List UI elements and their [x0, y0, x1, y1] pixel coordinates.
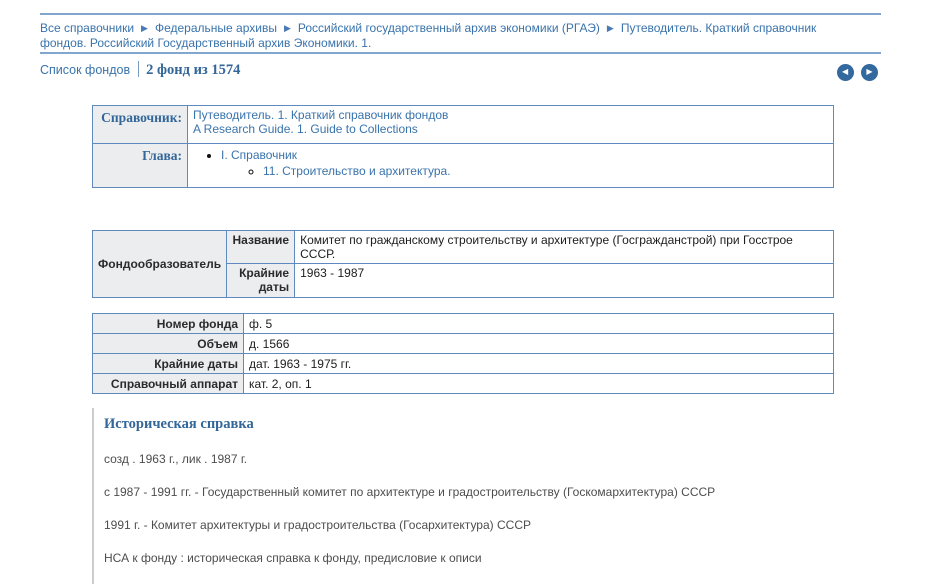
historical-note-paragraph: с 1987 - 1991 гг. - Государственный комитет по архитектуре и градостроительству (Госкомархитектура) СССР — [104, 485, 716, 499]
next-arrow-icon: ▶ — [866, 67, 873, 76]
fund-table — [92, 313, 834, 394]
table-row — [93, 354, 834, 374]
breadcrumb-link-rgae[interactable]: Российский государственный архив экономики (РГАЭ) — [297, 21, 600, 35]
fund-apparatus-label: Справочный аппарат — [93, 374, 244, 394]
guide-table — [92, 105, 834, 188]
table-row — [93, 144, 834, 188]
table-row — [93, 314, 834, 334]
fund-number-value: ф. 5 — [244, 314, 834, 334]
creator-name-label: Название — [227, 231, 295, 264]
creator-table — [92, 230, 834, 298]
table-row — [93, 106, 834, 144]
breadcrumb-arrow-icon: ▶ — [141, 23, 148, 33]
table-row — [93, 374, 834, 394]
top-divider — [40, 13, 881, 15]
fund-position-text: 2 фонд из 1574 — [146, 62, 241, 78]
toolbar — [40, 61, 881, 81]
guide-label: Справочник: — [93, 106, 188, 144]
breadcrumb-link-guide[interactable]: Путеводитель. Краткий справочник фондов. Российский Государственный архив Экономики. 1. — [40, 21, 817, 50]
guide-link-ru[interactable]: Путеводитель. 1. Краткий справочник фондов — [193, 108, 449, 122]
toolbar-divider — [138, 61, 139, 77]
breadcrumb-divider — [40, 52, 881, 54]
creator-dates-label: Крайние даты — [227, 264, 295, 298]
historical-note-paragraph: НСА к фонду : историческая справка к фонду, предисловие к описи — [104, 551, 482, 565]
list-item — [263, 163, 828, 179]
pagination — [834, 61, 878, 81]
fund-dates-value: дат. 1963 - 1975 гг. — [244, 354, 834, 374]
historical-note-paragraph: 1991 г. - Комитет архитектуры и градостроительства (Госархитектура) СССР — [104, 518, 531, 532]
fund-volume-label: Объем — [93, 334, 244, 354]
fund-number-label: Номер фонда — [93, 314, 244, 334]
table-row — [93, 334, 834, 354]
prev-arrow-icon: ◀ — [841, 67, 849, 76]
historical-note-paragraph: созд . 1963 г., лик . 1987 г. — [104, 452, 248, 466]
creator-group-label: Фондообразователь — [93, 231, 227, 298]
breadcrumb-arrow-icon: ▶ — [283, 23, 291, 33]
list-item — [221, 147, 828, 179]
fund-apparatus-value: кат. 2, оп. 1 — [244, 374, 834, 394]
guide-value — [188, 106, 834, 144]
historical-note-title: Историческая справка — [104, 416, 254, 432]
next-fund-button[interactable] — [861, 64, 878, 81]
chapter-value — [188, 144, 834, 188]
breadcrumb — [40, 21, 852, 51]
creator-dates-value: 1963 - 1987 — [295, 264, 834, 298]
breadcrumb-link-federal-archives[interactable]: Федеральные архивы — [154, 21, 277, 35]
fund-list-link[interactable]: Список фондов — [40, 63, 131, 77]
table-row — [93, 231, 834, 264]
historical-note-section — [92, 408, 834, 584]
prev-fund-button[interactable] — [837, 64, 854, 81]
guide-link-en[interactable]: A Research Guide. 1. Guide to Collections — [193, 122, 418, 136]
creator-name-value: Комитет по гражданскому строительству и архитектуре (Госгражданстрой) при Госстрое СССР. — [295, 231, 834, 264]
breadcrumb-arrow-icon: ▶ — [606, 23, 614, 33]
chapter-label: Глава: — [93, 144, 188, 188]
chapter-link-level2[interactable]: 11. Строительство и архитектура. — [263, 164, 451, 178]
chapter-link-level1[interactable]: I. Справочник — [221, 148, 297, 162]
fund-volume-value: д. 1566 — [244, 334, 834, 354]
fund-dates-label: Крайние даты — [93, 354, 244, 374]
breadcrumb-link-all-guides[interactable]: Все справочники — [40, 21, 135, 35]
